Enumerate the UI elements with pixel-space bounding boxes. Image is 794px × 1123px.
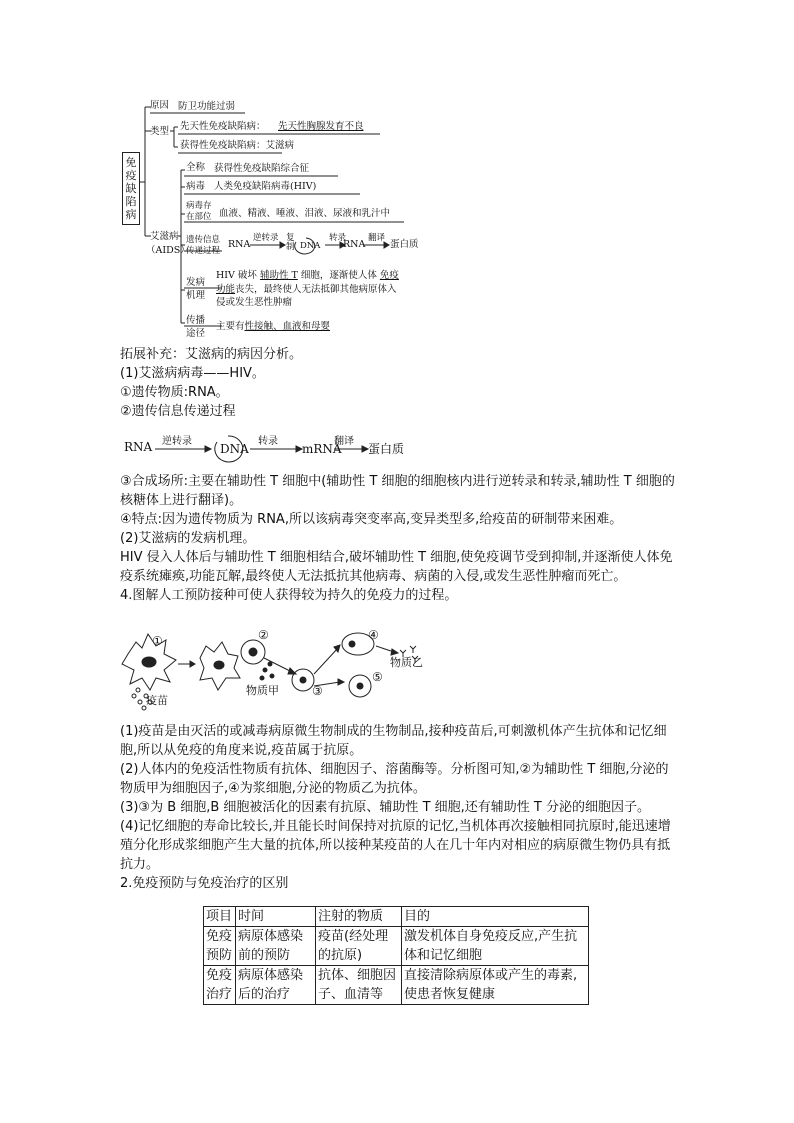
fig-substance-a: 物质甲 bbox=[246, 684, 279, 697]
tree-lines bbox=[0, 0, 794, 345]
table-cell: 激发机体自身免疫反应,产生抗体和记忆细胞 bbox=[402, 927, 589, 966]
ext-title: 拓展补充：艾滋病的病因分析。 bbox=[120, 347, 303, 362]
table-cell: 直接清除病原体或产生的毒素,使患者恢复健康 bbox=[402, 966, 589, 1005]
tree-flow-tr: 转录 bbox=[329, 233, 347, 243]
flow-mrna: mRNA bbox=[302, 442, 342, 456]
virus-value: 人类免疫缺陷病毒(HIV) bbox=[214, 181, 317, 192]
extension-section-2 bbox=[120, 472, 680, 605]
ext-p2a: HIV 侵入人体后与辅助性 T 细胞相结合,破坏辅助性 T 细胞,使免疫调节受到抑制,并逐渐使人体免疫系统瘫痪,功能瓦解,最终使人无法抵抗其他病毒、病菌的入侵,或发生恶性肿瘤而死亡。 bbox=[120, 550, 673, 584]
fig-n5: ⑤ bbox=[372, 670, 383, 684]
table-cell: 疫苗(经处理的抗原) bbox=[316, 927, 402, 966]
ext-p1d: ④特点:因为遗传物质为 RNA,所以该病毒突变率高,变异类型多,给疫苗的研制带来困难。 bbox=[120, 512, 623, 527]
info-label-1: 遗传信息 bbox=[186, 235, 221, 245]
tree-flow-rna2: RNA bbox=[343, 239, 366, 250]
table-header-cell: 注射的物质 bbox=[316, 907, 402, 927]
mech-a: HIV 破坏 bbox=[216, 270, 257, 281]
mech-label-1: 发病 bbox=[186, 277, 206, 288]
tree-flow-protein: 蛋白质 bbox=[390, 239, 419, 250]
table-cell: 病原体感染前的预防 bbox=[236, 927, 316, 966]
acquired-label: 获得性免疫缺陷病：艾滋病 bbox=[180, 140, 295, 151]
comparison-table bbox=[203, 906, 589, 1005]
fig-n3: ③ bbox=[312, 684, 323, 698]
flow-rt: 逆转录 bbox=[162, 436, 192, 447]
virus-label: 病毒 bbox=[186, 181, 206, 192]
table-header-cell: 目的 bbox=[402, 907, 589, 927]
sec4-text bbox=[120, 722, 680, 893]
ext-p1: (1)艾滋病病毒——HIV。 bbox=[120, 366, 265, 381]
mech-f: 丧失，最终使人无法抵御其他病原体入 bbox=[235, 284, 397, 295]
mech-b: 辅助性 T bbox=[259, 270, 298, 281]
ext-p2: (2)艾滋病的发病机理。 bbox=[120, 531, 256, 546]
trans-a: 主要有 bbox=[216, 321, 245, 332]
table-header-row bbox=[204, 907, 589, 927]
type-label: 类型 bbox=[150, 126, 170, 137]
fullname-label: 全称 bbox=[186, 162, 206, 173]
ext-p1c: ③合成场所:主要在辅助性 T 细胞中(辅助性 T 细胞的细胞核内进行逆转录和转录,辅助性 T 细胞的核糖体上进行翻译)。 bbox=[120, 474, 675, 508]
mech-d: 免疫 bbox=[379, 270, 399, 281]
cell-diagram bbox=[0, 620, 794, 720]
tree-root: 免疫缺陷病 bbox=[122, 152, 140, 225]
extension-section bbox=[120, 345, 680, 421]
fig-vaccine: 疫苗 bbox=[146, 694, 168, 707]
fig-n1: ① bbox=[152, 634, 163, 648]
congenital-label: 先天性免疫缺陷病： bbox=[180, 121, 266, 132]
trans-label-2: 途径 bbox=[186, 328, 206, 339]
ext-p1b: ②遗传信息传递过程 bbox=[120, 404, 236, 419]
aids-label: 艾滋病 bbox=[150, 231, 179, 242]
mech-g: 侵或发生恶性肿瘤 bbox=[216, 297, 293, 308]
mech-c: 细胞，逐渐使人体 bbox=[300, 270, 377, 281]
sec2-title: 2.免疫预防与免疫治疗的区别 bbox=[120, 876, 289, 891]
table-cell: 抗体、细胞因子、血清等 bbox=[316, 966, 402, 1005]
table-header-cell: 时间 bbox=[236, 907, 316, 927]
fig-n4: ④ bbox=[368, 628, 379, 642]
flow-dna: DNA bbox=[220, 442, 249, 456]
fullname-value: 获得性免疫缺陷综合征 bbox=[214, 163, 310, 174]
flow-protein: 蛋白质 bbox=[368, 442, 405, 456]
table-header-cell: 项目 bbox=[204, 907, 236, 927]
table-cell: 免疫预防 bbox=[204, 927, 236, 966]
location-label-2: 在部位 bbox=[186, 212, 212, 222]
ext-p1a: ①遗传物质:RNA。 bbox=[120, 385, 229, 400]
mech-e: 功能 bbox=[216, 284, 236, 295]
sec4-q3: (3)③为 B 细胞,B 细胞被活化的因素有抗原、辅助性 T 细胞,还有辅助性 T 分泌的细胞因子。 bbox=[120, 800, 650, 815]
congenital-value: 先天性胸腺发育不良 bbox=[278, 121, 364, 132]
mech-line-2 bbox=[216, 284, 397, 296]
sec4-q2: (2)人体内的免疫活性物质有抗体、细胞因子、溶菌酶等。分析图可知,②为辅助性 T 细胞,分泌的物质甲为细胞因子,④为浆细胞,分泌的物质乙为抗体。 bbox=[120, 762, 669, 796]
location-label-1: 病毒存 bbox=[186, 201, 212, 211]
table-cell: 免疫治疗 bbox=[204, 966, 236, 1005]
flow-tl: 翻译 bbox=[334, 436, 354, 447]
aids-sub: （AIDS） bbox=[146, 245, 190, 256]
table-row bbox=[204, 966, 589, 1005]
tree-flow-rna: RNA bbox=[228, 239, 251, 250]
trans-b: 性接触、血液和母婴 bbox=[244, 321, 331, 332]
cause-value: 防卫功能过弱 bbox=[178, 101, 236, 112]
tree-flow-dna: DNA bbox=[300, 241, 321, 251]
fig-n2: ② bbox=[258, 628, 269, 642]
tree-flow-rep: 复制 bbox=[286, 233, 295, 252]
tree-flow-rt: 逆转录 bbox=[253, 233, 279, 243]
sec4-q4: (4)记忆细胞的寿命比较长,并且能长时间保持对抗原的记忆,当机体再次接触相同抗原时,能迅速增殖分化形成浆细胞产生大量的抗体,所以接种某疫苗的人在几十年内对相应的病原微生物仍具有抵抗力。 bbox=[120, 819, 671, 872]
cause-label: 原因 bbox=[150, 100, 170, 111]
table-row bbox=[204, 927, 589, 966]
mech-label-2: 机理 bbox=[186, 290, 206, 301]
flow-rna: RNA bbox=[124, 440, 153, 454]
sec4-title: 4.图解人工预防接种可使人获得较为持久的免疫力的过程。 bbox=[120, 588, 458, 603]
sec4-q1: (1)疫苗是由灭活的或减毒病原微生物制成的生物制品,接种疫苗后,可刺激机体产生抗体和记忆细胞,所以从免疫的角度来说,疫苗属于抗原。 bbox=[120, 724, 667, 758]
table-cell: 病原体感染后的治疗 bbox=[236, 966, 316, 1005]
mech-line-1 bbox=[216, 270, 399, 282]
trans-label-1: 传播 bbox=[186, 315, 206, 326]
trans-line bbox=[216, 321, 330, 333]
flow-tr: 转录 bbox=[258, 436, 278, 447]
location-value: 血液、精液、唾液、泪液、尿液和乳汁中 bbox=[219, 208, 391, 219]
fig-substance-b: 物质乙 bbox=[390, 656, 423, 669]
tree-flow-tl: 翻译 bbox=[368, 233, 386, 243]
info-label-2: 传递过程 bbox=[186, 246, 221, 256]
